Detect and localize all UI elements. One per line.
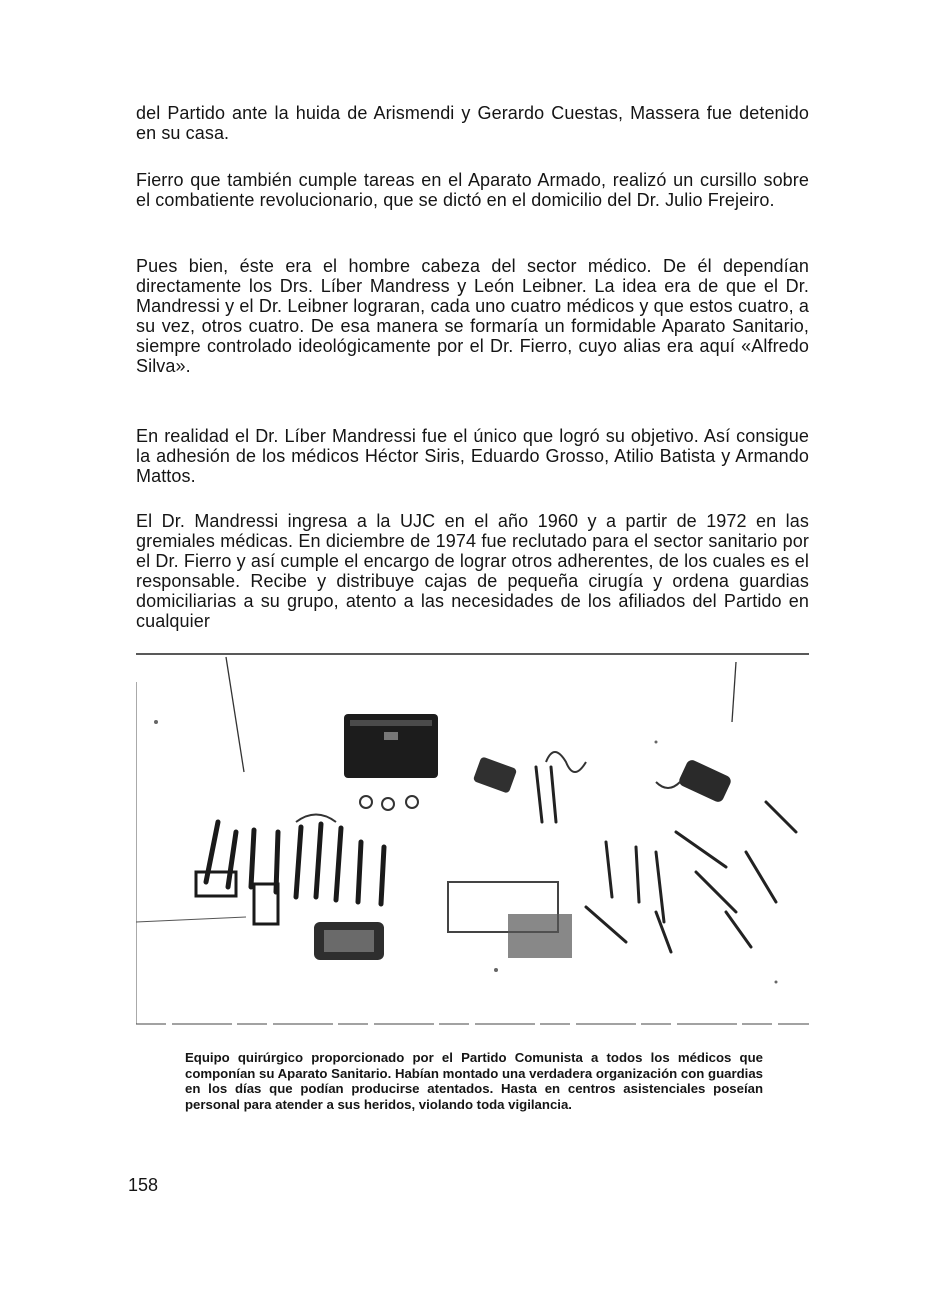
page-number: 158 (128, 1175, 159, 1195)
paragraph-1: del Partido ante la huida de Arismendi y Gerardo Cuestas, Massera fue detenido en su casa. (136, 103, 809, 143)
figure-caption: Equipo quirúrgico proporcionado por el Partido Comunista a todos los médicos que componían su Aparato Sanitario. Habían montado una verdadera organización con guardias en los días que podían producirse atentados. Hasta en centros asistenciales poseían personal para atender a sus heridos, violando toda vigilancia. (185, 1050, 763, 1112)
paragraph-3: Pues bien, éste era el hombre cabeza del sector médico. De él dependían directamente los Drs. Líber Mandress y León Leibner. La idea era de que el Dr. Mandressi y el Dr. Leibner lograran, cada uno cuatro médicos y que estos cuatro, a su vez, otros cuatro. De esa manera se formaría un formidable Aparato Sanitario, siempre controlado ideológicamente por el Dr. Fierro, cuyo alias era aquí «Alfredo Silva». (136, 256, 809, 376)
paragraph-5: El Dr. Mandressi ingresa a la UJC en el año 1960 y a partir de 1972 en las gremiales médicas. En diciembre de 1974 fue reclutado para el sector sanitario por el Dr. Fierro y así cumple el encargo de lograr otros adherentes, de los cuales es el responsable. Recibe y distribuye cajas de pequeña cirugía y ordena guardias domiciliarias a su grupo, atento a las necesidades de los afiliados del Partido en cualquier (136, 511, 809, 631)
paragraph-2: Fierro que también cumple tareas en el Aparato Armado, realizó un cursillo sobre el combatiente revolucionario, que se dictó en el domicilio del Dr. Julio Frejeiro. (136, 170, 809, 210)
surgical-instruments-photo (136, 652, 809, 1028)
paragraph-4: En realidad el Dr. Líber Mandressi fue el único que logró su objetivo. Así consigue la adhesión de los médicos Héctor Siris, Eduardo Grosso, Atilio Batista y Armando Mattos. (136, 426, 809, 486)
photo-illustration (136, 652, 809, 1028)
